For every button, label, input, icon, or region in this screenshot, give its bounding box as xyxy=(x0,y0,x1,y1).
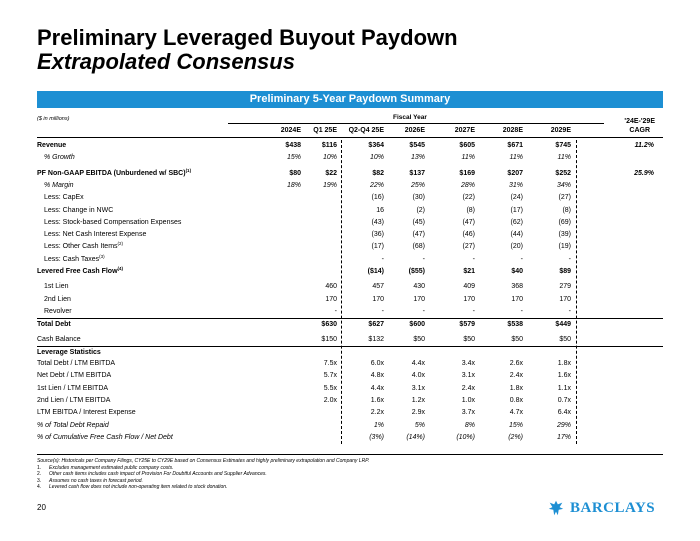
column-header: 2029E xyxy=(550,127,571,134)
column-header: 2024E xyxy=(280,127,301,134)
table-cell: - xyxy=(381,255,384,263)
table-cell: 1.6x xyxy=(557,372,571,380)
table-cell: 10% xyxy=(369,154,384,162)
table-cell: - xyxy=(568,255,571,263)
table-cell: 3.1x xyxy=(411,384,425,392)
row-label: PF Non-GAAP EBITDA (Unburdened w/ SBC)$^{(1)}$ xyxy=(37,167,192,177)
table-cell: 5.7x xyxy=(323,372,337,380)
table-cell: 170 xyxy=(463,295,475,303)
table-cell: 34% xyxy=(556,181,571,189)
table-cell: 4.4x xyxy=(411,360,425,368)
row-label: Total Debt xyxy=(37,321,71,329)
table-row xyxy=(37,140,663,152)
table-cell: $252 xyxy=(555,169,571,177)
row-label: LTM EBITDA / Interest Expense xyxy=(37,409,136,417)
row-label: Less: Stock-based Compensation Expenses xyxy=(44,218,182,226)
column-header: 2026E xyxy=(404,127,425,134)
table-cell: $116 xyxy=(321,142,337,149)
table-cell: - xyxy=(422,307,425,315)
table-row xyxy=(37,241,663,253)
table-cell: (2%) xyxy=(508,433,523,441)
table-cell: 15% xyxy=(508,421,523,429)
table-cell: $50 xyxy=(463,335,475,343)
table-cell: 11% xyxy=(461,154,475,162)
table-cell: (39) xyxy=(558,231,571,239)
table-cell: $82 xyxy=(372,169,384,177)
table-row xyxy=(37,334,663,346)
table-row xyxy=(37,346,663,359)
table-cell: $538 xyxy=(507,321,523,329)
table-cell: 1.6x xyxy=(370,397,384,404)
table-cell: (68) xyxy=(412,243,425,251)
footnote-number: 2. xyxy=(37,471,42,477)
table-cell: 1.8x xyxy=(557,360,571,368)
table-row xyxy=(37,370,663,382)
row-label: Less: Cash Taxes$^{(3)}$ xyxy=(44,253,105,263)
table-cell: (3%) xyxy=(369,433,384,441)
table-row xyxy=(37,432,663,444)
table-row xyxy=(37,383,663,395)
table-cell: $671 xyxy=(507,142,523,149)
table-row xyxy=(37,420,663,432)
row-label: % Growth xyxy=(44,154,75,162)
table-row xyxy=(37,358,663,370)
table-cell: $605 xyxy=(459,142,475,149)
table-cell: (46) xyxy=(462,231,475,239)
fiscal-year-rule xyxy=(228,123,604,124)
page-subtitle: Extrapolated Consensus xyxy=(37,49,295,74)
footnote-text: Assumes no cash taxes in forecast period. xyxy=(49,477,143,484)
row-label: Revolver xyxy=(44,307,72,315)
row-label: Less: Other Cash Items$^{(2)}$ xyxy=(44,241,124,251)
table-cell: 4.8x xyxy=(370,372,384,380)
row-label: Less: Change in NWC xyxy=(44,206,114,214)
row-label: Less: CapEx xyxy=(44,194,84,202)
table-cell: 4.4x xyxy=(370,384,384,392)
table-cell: 1.8x xyxy=(509,384,523,392)
table-cell: (43) xyxy=(371,218,384,226)
table-cell: $150 xyxy=(321,335,337,343)
table-cell: (27) xyxy=(462,243,475,251)
table-cell: $364 xyxy=(368,142,384,149)
column-header: Q2-Q4 25E xyxy=(348,127,384,134)
table-cell: $545 xyxy=(409,142,425,149)
column-separator xyxy=(341,140,342,444)
table-cell: 18% xyxy=(286,181,301,189)
table-cell: $579 xyxy=(459,321,475,329)
table-cell: 2.4x xyxy=(461,384,475,392)
table-cell: 22% xyxy=(369,181,384,189)
table-cell: (47) xyxy=(462,218,475,226)
column-header: 2027E xyxy=(454,127,475,134)
table-cell: 25% xyxy=(410,181,425,189)
eagle-icon xyxy=(547,499,565,517)
table-cell: 8% xyxy=(464,421,475,429)
table-cell: $132 xyxy=(368,335,384,343)
table-cell: (14%) xyxy=(406,433,425,441)
footnote-text: Levered cash flow does not include non-operating item related to stock donation. xyxy=(49,484,228,490)
table-cell: 430 xyxy=(413,283,425,291)
row-label: 2nd Lien xyxy=(44,295,71,303)
section-banner: Preliminary 5-Year Paydown Summary xyxy=(37,91,663,108)
row-label: 1st Lien xyxy=(44,283,69,291)
table-cell: (20) xyxy=(510,243,523,251)
table-cell: $22 xyxy=(325,169,337,177)
row-label: Leverage Statistics xyxy=(37,348,101,356)
table-cell: 4.7x xyxy=(509,409,523,417)
table-cell: (8) xyxy=(466,206,475,214)
table-row xyxy=(37,152,663,164)
table-cell: (27) xyxy=(558,194,571,202)
table-cell: 170 xyxy=(511,295,523,303)
barclays-logo xyxy=(547,499,655,517)
footnote xyxy=(37,484,369,491)
row-label: Revenue xyxy=(37,142,67,149)
table-cell: 170 xyxy=(413,295,425,303)
table-cell: 31% xyxy=(508,181,523,189)
table-cell: $40 xyxy=(511,268,523,275)
table-cell: 10% xyxy=(322,154,337,162)
column-header: Q1 25E xyxy=(313,127,337,134)
table-cell: 4.0x xyxy=(411,372,425,380)
cagr-cell: 25.9% xyxy=(634,169,654,177)
table-cell: ($14) xyxy=(367,268,384,275)
table-cell: 28% xyxy=(460,181,475,189)
table-row xyxy=(37,306,663,318)
table-cell: 368 xyxy=(511,283,523,291)
table-cell: 409 xyxy=(463,283,475,291)
table-cell: 5.5x xyxy=(323,384,337,392)
table-row xyxy=(37,180,663,192)
cagr-header xyxy=(624,117,655,135)
table-row xyxy=(37,217,663,229)
table-cell: - xyxy=(472,307,475,315)
table-cell: $630 xyxy=(321,321,337,329)
table-cell: 17% xyxy=(556,433,571,441)
table-cell: 2.0x xyxy=(323,397,337,404)
table-row xyxy=(37,229,663,241)
table-cell: $438 xyxy=(285,142,301,149)
table-cell: 2.6x xyxy=(509,360,523,368)
table-cell: 0.7x xyxy=(557,397,571,404)
table-cell: 29% xyxy=(556,421,571,429)
table-cell: (47) xyxy=(412,231,425,239)
row-label: % Margin xyxy=(44,181,74,189)
row-label: % of Total Debt Repaid xyxy=(37,421,109,429)
row-label: Net Debt / LTM EBITDA xyxy=(37,372,112,380)
table-row xyxy=(37,205,663,217)
table-cell: $137 xyxy=(409,169,425,177)
header-rule xyxy=(37,137,663,138)
table-cell: 3.4x xyxy=(461,360,475,368)
table-cell: (16) xyxy=(371,194,384,202)
footnote-text: Other cash items includes cash impact of Provision For Doubtful Accounts and Supplier Advances. xyxy=(49,471,267,477)
logo-text: BARCLAYS xyxy=(570,499,656,516)
footnote-ref: (3) xyxy=(99,253,105,259)
table-cell: $207 xyxy=(507,169,523,177)
table-cell: $745 xyxy=(555,142,571,149)
table-cell: (36) xyxy=(371,231,384,239)
footnote-ref: (2) xyxy=(117,241,124,247)
footnote-number: 4. xyxy=(37,484,42,490)
table-cell: (10%) xyxy=(456,433,475,441)
fiscal-year-header: Fiscal Year xyxy=(393,114,427,121)
table-cell: $21 xyxy=(463,268,475,275)
table-cell: $627 xyxy=(368,321,384,329)
table-cell: $449 xyxy=(555,321,571,329)
table-cell: (30) xyxy=(412,194,425,202)
footnote-number: 3. xyxy=(37,477,42,484)
table-cell: 19% xyxy=(322,181,337,189)
table-cell: - xyxy=(520,307,523,315)
row-label: Less: Net Cash Interest Expense xyxy=(44,231,147,239)
units-note: ($ in millions) xyxy=(37,116,70,122)
table-cell: (17) xyxy=(371,243,384,251)
table-cell: $50 xyxy=(559,335,571,343)
table-cell: 6.0x xyxy=(370,360,384,368)
table-cell: 15% xyxy=(286,154,301,162)
footnote-text: Excludes management estimated public company costs. xyxy=(49,464,174,471)
table-row xyxy=(37,266,663,278)
cagr-cell: 11.2% xyxy=(634,142,654,149)
table-cell: (19) xyxy=(558,243,571,251)
table-row xyxy=(37,168,663,180)
footnote-ref: (4) xyxy=(117,266,124,271)
row-label: 2nd Lien / LTM EBITDA xyxy=(37,397,111,404)
table-cell: - xyxy=(472,255,475,263)
row-label: Total Debt / LTM EBITDA xyxy=(37,360,116,368)
table-cell: 7.5x xyxy=(323,360,337,368)
table-cell: 170 xyxy=(559,295,571,303)
table-cell: 170 xyxy=(372,295,384,303)
table-cell: (17) xyxy=(510,206,523,214)
table-cell: 0.8x xyxy=(509,397,523,404)
row-label: 1st Lien / LTM EBITDA xyxy=(37,384,109,392)
row-label: Levered Free Cash Flow$^{(4)}$ xyxy=(37,266,124,275)
table-cell: 11% xyxy=(557,154,571,162)
table-cell: 170 xyxy=(325,295,337,303)
row-label: % of Cumulative Free Cash Flow / Net Debt xyxy=(37,433,173,441)
table-cell: 1% xyxy=(373,421,384,429)
table-cell: ($55) xyxy=(408,268,425,275)
table-cell: $169 xyxy=(459,169,475,177)
table-row xyxy=(37,281,663,293)
column-separator xyxy=(576,140,577,444)
table-cell: 460 xyxy=(325,283,337,291)
cagr-header-period: '24E-'29E xyxy=(624,118,655,125)
table-row xyxy=(37,294,663,306)
table-cell: 2.4x xyxy=(509,372,523,380)
table-cell: 1.0x xyxy=(461,397,475,404)
table-cell: $50 xyxy=(413,335,425,343)
table-cell: (62) xyxy=(510,218,523,226)
page-title: Preliminary Leveraged Buyout Paydown xyxy=(37,25,458,50)
table-cell: 1.1x xyxy=(557,384,571,392)
table-cell: - xyxy=(334,307,337,315)
table-cell: $80 xyxy=(289,169,301,177)
table-cell: - xyxy=(381,307,384,315)
table-cell: 6.4x xyxy=(557,409,571,417)
table-row xyxy=(37,192,663,204)
table-row xyxy=(37,318,663,331)
table-cell: (69) xyxy=(558,218,571,226)
table-cell: (24) xyxy=(510,194,523,202)
table-cell: 457 xyxy=(372,283,384,291)
table-row xyxy=(37,407,663,419)
table-cell: 1.2x xyxy=(411,397,425,404)
column-header: 2028E xyxy=(502,127,523,134)
table-cell: 11% xyxy=(509,154,523,162)
table-cell: (45) xyxy=(412,218,425,226)
table-cell: $50 xyxy=(511,335,523,343)
table-cell: (2) xyxy=(416,206,425,214)
table-cell: 3.1x xyxy=(461,372,475,380)
table-cell: $89 xyxy=(559,268,571,275)
table-cell: 2.9x xyxy=(411,409,425,417)
footnote-rule xyxy=(37,454,663,455)
table-cell: $600 xyxy=(409,321,425,329)
table-cell: (22) xyxy=(462,194,475,202)
footnote-ref: (1) xyxy=(185,167,192,173)
table-row xyxy=(37,395,663,407)
table-cell: 16 xyxy=(376,206,384,214)
page-number: 20 xyxy=(37,503,46,512)
source-note: Source(s): Historicals per Company Filings, CY25E to CY29E based on Consensus Estimates and highly preliminary extrapolation and Company LRP. xyxy=(37,458,370,464)
table-cell: - xyxy=(520,255,523,263)
footnote-number: 1. xyxy=(37,464,42,471)
table-row xyxy=(37,254,663,266)
table-cell: 13% xyxy=(410,154,425,162)
table-cell: 5% xyxy=(414,421,425,429)
table-cell: - xyxy=(422,255,425,263)
table-cell: 3.7x xyxy=(461,409,475,417)
table-cell: (44) xyxy=(510,231,523,239)
table-cell: (8) xyxy=(562,206,571,214)
cagr-header-label: CAGR xyxy=(629,127,651,134)
table-cell: 279 xyxy=(559,283,571,291)
footnotes xyxy=(37,458,369,491)
table-cell: 2.2x xyxy=(370,409,384,417)
table-cell: - xyxy=(568,307,571,315)
row-label: Cash Balance xyxy=(37,335,81,343)
